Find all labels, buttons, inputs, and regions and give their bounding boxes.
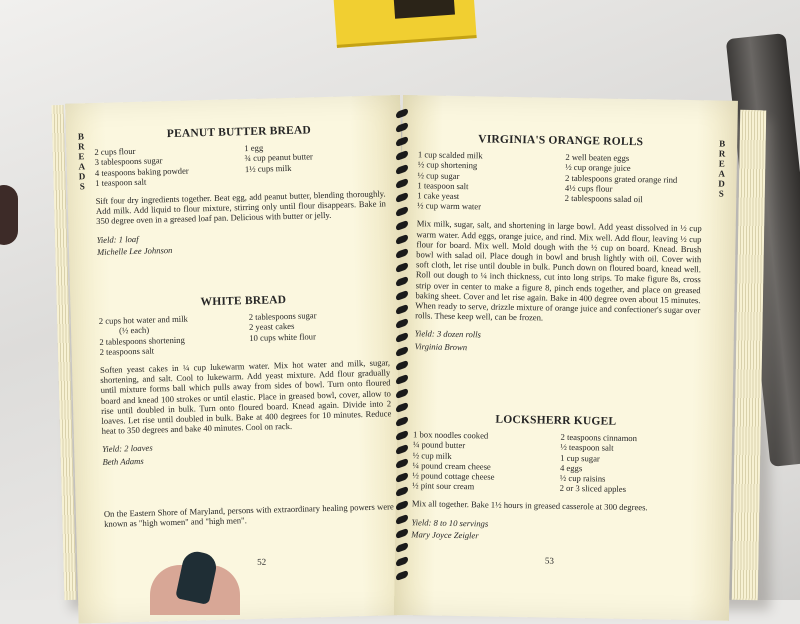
ingredient: ¼ pound cream cheese (412, 460, 491, 472)
spiral-coil (396, 136, 408, 147)
spiral-coil (396, 528, 408, 539)
recipe-author: Mary Joyce Zeigler (411, 529, 479, 541)
page-number: 52 (257, 556, 267, 567)
spiral-coil (396, 122, 408, 133)
page-number: 53 (544, 555, 554, 566)
ingredient: 2 teaspoons cinnamon (560, 432, 638, 444)
ingredient: 2 tablespoons salad oil (564, 192, 643, 205)
ingredients-right (249, 309, 390, 353)
ingredient: 2 teaspoons salt (99, 345, 155, 357)
left-page (65, 95, 413, 624)
spiral-coil (396, 290, 408, 301)
spiral-coil (396, 206, 408, 217)
ingredient: ½ cup sugar (417, 169, 460, 181)
ingredients-right (244, 140, 385, 184)
spiral-coil (396, 500, 408, 511)
spiral-coil (396, 570, 408, 581)
ingredient: 1½ cups milk (244, 162, 292, 174)
spiral-coil (396, 332, 408, 343)
spiral-coil (396, 458, 408, 469)
ingredient: 4 eggs (559, 462, 583, 473)
right-page (394, 95, 738, 621)
spiral-coil (396, 234, 408, 245)
ingredient: ½ cup orange juice (565, 162, 631, 174)
ingredient: ½ cup raisins (559, 472, 606, 484)
recipe-title: PEANUT BUTTER BREAD (166, 124, 312, 141)
spiral-coil (396, 360, 408, 371)
ingredient-columns (94, 140, 385, 188)
spiral-coil (396, 542, 408, 553)
recipe-yield: Yield: 8 to 10 servings (411, 516, 489, 529)
ingredient: 2 yeast cakes (248, 321, 295, 333)
ingredient-columns (412, 429, 698, 495)
spiral-coil (396, 178, 408, 189)
spiral-coil (396, 276, 408, 287)
recipe-title: VIRGINIA'S ORANGE ROLLS (478, 133, 644, 149)
spiral-coil (396, 248, 408, 259)
section-label-breads (76, 131, 88, 191)
ingredient: 10 cups white flour (249, 330, 317, 343)
ingredients-left (99, 313, 240, 357)
ingredient: 2 cups flour (94, 146, 136, 158)
recipe-white-bread (98, 292, 392, 466)
spiral-coil (396, 304, 408, 315)
spiral-coil (396, 430, 408, 441)
spiral-coil (396, 164, 408, 175)
spiral-binding (394, 110, 410, 590)
spiral-coil (396, 318, 408, 329)
ingredient: 1 cup sugar (560, 452, 600, 464)
ingredient: 1 teaspoon salt (417, 180, 469, 191)
ingredient: 2 well beaten eggs (565, 152, 630, 164)
ingredient: 1 cup scalded milk (417, 149, 483, 161)
spiral-coil (396, 388, 408, 399)
ingredient-columns (99, 309, 390, 357)
footnote (104, 493, 395, 529)
recipe-directions: Mix milk, sugar, salt, and shortening in large bowl. Add yeast dissolved in ½ cup warm water. Add eggs, orange juice, and rind. Mix well. Add flour, leaving ½ cup flour for board. Mix well. Mold dough with the ½ cup on board. Knead. Brush bowl with salad oil. Place dough in bowl and brush lightly with oil. Cover with soft cloth, let rise until double in bulk. Punch down on floured board, knead well. Roll out dough to ¼ inch thickness, cut into long strips. To make figure 8s, cross strip over in center to make a figure 8, pinch ends together, and place on greased baking sheet. Cover and let rise again. Bake in 400 degree oven about 15 minutes. When ready to serve, drizzle mixture of orange juice and confectioner's sugar over rolls. These keep well, can be frozen. (415, 218, 702, 323)
spiral-coil (396, 486, 408, 497)
ingredients-right (564, 152, 703, 216)
recipe-peanut-butter-bread (94, 123, 387, 257)
recipe-locksherr-kugel (411, 413, 698, 544)
ingredient: ½ cup warm water (416, 200, 482, 212)
recipe-author: Beth Adams (102, 455, 144, 467)
ingredient: ¾ cup peanut butter (244, 151, 313, 164)
spiral-coil (396, 416, 408, 427)
ingredient-columns (417, 149, 703, 215)
spiral-coil (396, 444, 408, 455)
ingredient: 1 egg (244, 142, 264, 154)
spiral-coil (396, 514, 408, 525)
ingredient: 4½ cups flour (564, 182, 613, 194)
ingredient: ½ teaspoon salt (560, 442, 614, 454)
section-label-text: B R E A D S (718, 138, 726, 199)
ingredient: ¼ pound butter (412, 439, 466, 451)
recipe-directions: Sift four dry ingredients together. Beat egg, add peanut butter, blending thoroughly. Add milk. Add liquid to flour mixture, stirring only until flour disappears. Bake in 350 degree oven in a greased loaf pan. Delicious with butter or jelly. (95, 188, 386, 227)
ingredient: ½ pound cottage cheese (412, 470, 495, 482)
ingredient: ½ pint sour cream (412, 480, 475, 492)
recipe-title: WHITE BREAD (200, 294, 287, 309)
ingredients-left (417, 149, 556, 213)
recipe-author: Michelle Lee Johnson (96, 244, 173, 257)
spiral-coil (396, 108, 408, 119)
recipe-directions: Soften yeast cakes in ¼ cup lukewarm water. Mix hot water and milk, sugar, shortening, and salt. Cool to lukewarm. Add yeast mixture. Add flour gradually until mixture forms ball which pulls away from sides of bowl. Turn onto floured board and knead 100 strokes or until elastic. Place in greased bowl, cover, allow to rise until doubled in bulk. Turn onto floured board. Knead again. Divide into 2 loaves. Let rise until doubled in bulk. Bake at 400 degrees for 10 minutes. Reduce heat to 350 degrees and bake 40 minutes. Cool on rack. (99, 357, 392, 437)
ingredient: ½ cup milk (412, 449, 452, 461)
recipe-yield: Yield: 3 dozen rolls (414, 328, 482, 340)
section-label-text: B R E A D S (77, 131, 86, 192)
recipe-yield: Yield: 1 loaf (96, 233, 139, 245)
ingredients-left (412, 429, 551, 493)
spiral-coil (396, 402, 408, 413)
spiral-coil (396, 262, 408, 273)
spiral-coil (396, 374, 408, 385)
dark-object (0, 185, 18, 245)
ingredients-left (94, 144, 235, 188)
ingredient: 2 tablespoons shortening (99, 334, 185, 347)
ingredient: 2 tablespoons sugar (248, 310, 317, 323)
spiral-coil (396, 556, 408, 567)
footnote-text: On the Eastern Shore of Maryland, persons with extraordinary healing powers were known as "high women" and "high men". (103, 501, 394, 530)
ingredient: 1 box noodles cooked (412, 429, 489, 441)
ingredient: (½ each) (118, 325, 150, 336)
section-label-breads (716, 138, 727, 198)
ingredient: 3 tablespoons sugar (94, 155, 163, 168)
ingredient: 2 cups hot water and milk (98, 313, 188, 327)
spiral-coil (396, 346, 408, 357)
spiral-coil (396, 472, 408, 483)
spiral-coil (396, 192, 408, 203)
ingredient: 1 teaspoon salt (95, 176, 147, 188)
ingredient: 2 or 3 sliced apples (559, 483, 627, 495)
ingredient: ½ cup shortening (417, 159, 478, 171)
ingredient: 1 cake yeast (417, 190, 460, 202)
recipe-yield: Yield: 2 loaves (102, 443, 153, 455)
recipe-directions: Mix all together. Bake 1½ hours in greased casserole at 300 degrees. (411, 498, 648, 513)
recipe-title: LOCKSHERR KUGEL (495, 413, 617, 428)
spiral-coil (396, 150, 408, 161)
ingredients-right (560, 432, 699, 496)
ingredient: 4 teaspoons baking powder (94, 165, 189, 178)
spiral-coil (396, 220, 408, 231)
recipe-author: Virginia Brown (414, 340, 468, 352)
recipe-virginias-orange-rolls (415, 133, 704, 356)
ingredient: 2 tablespoons grated orange rind (564, 172, 678, 185)
